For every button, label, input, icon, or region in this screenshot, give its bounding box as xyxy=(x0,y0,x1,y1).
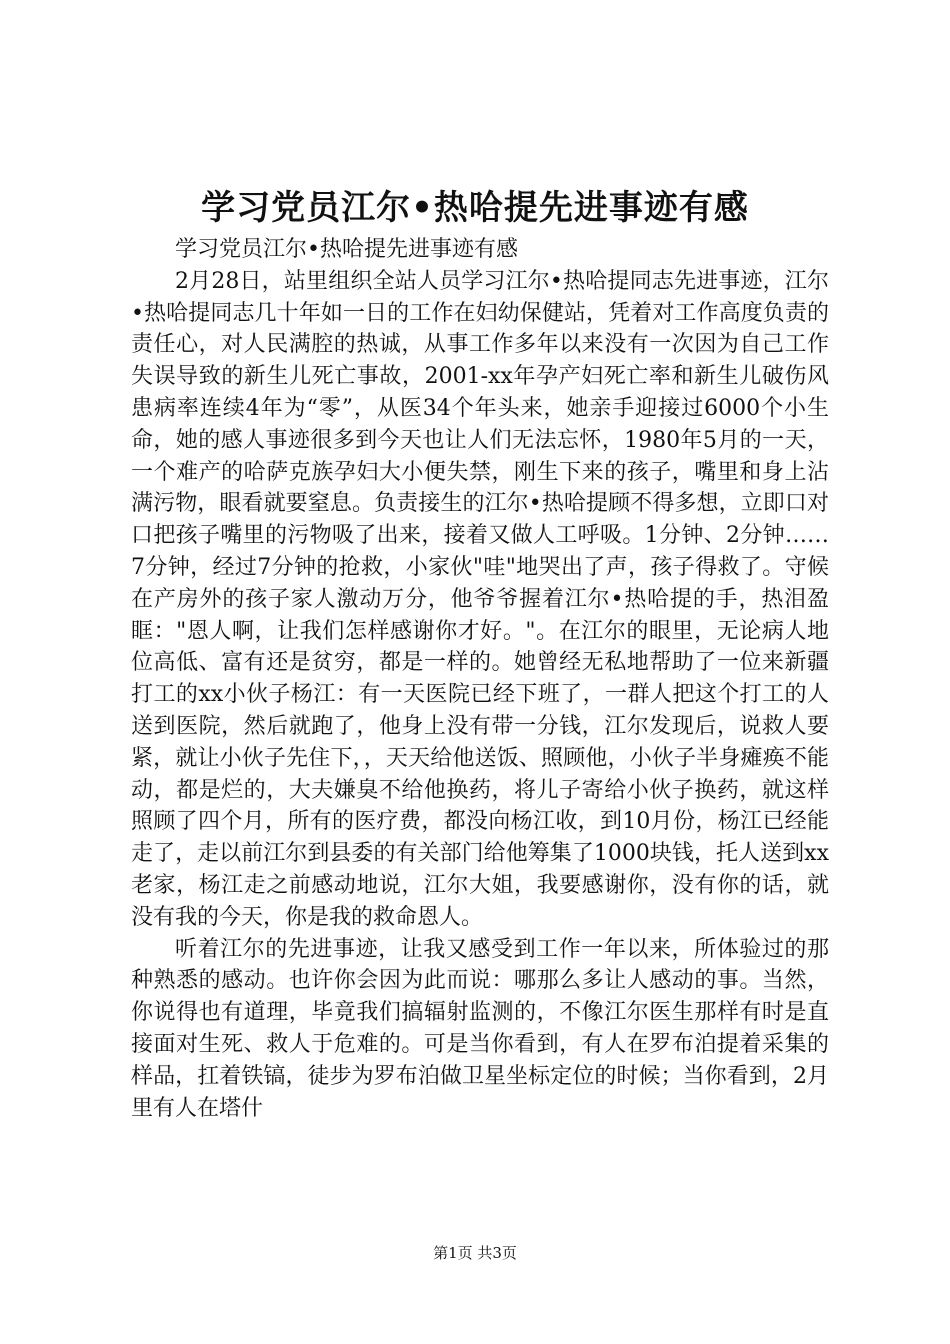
body-paragraph: 听着江尔的先进事迹，让我又感受到工作一年以来，所体验过的那种熟悉的感动。也许你会因为此而说：哪那么多让人感动的事。当然，你说得也有道理，毕竟我们搞辐射监测的，不像江尔医生那样有时是直接面对生死、救人于危难的。可是当你看到，有人在罗布泊提着采集的样品，扛着铁镐，徒步为罗布泊做卫星坐标定位的时候；当你看到，2月里有人在塔什 xyxy=(131,936,829,1121)
body-paragraph: 学习党员江尔•热哈提先进事迹有感 xyxy=(175,237,518,262)
body-paragraph: 2月28日，站里组织全站人员学习江尔•热哈提同志先进事迹，江尔•热哈提同志几十年如一日的工作在妇幼保健站，凭着对工作高度负责的责任心，对人民满腔的热诚，从事工作多年以来没有一次因为自己工作失误导致的新生儿死亡事故，2001-xx年孕产妇死亡率和新生儿破伤风患病率连续4年为“零”，从医34个年头来，她亲手迎接过6000个小生命，她的感人事迹很多到今天也让人们无法忘怀，1980年5月的一天，一个难产的哈萨克族孕妇大小便失禁，刚生下来的孩子，嘴里和身上沾满污物，眼看就要窒息。负责接生的江尔•热哈提顾不得多想，立即口对口把孩子嘴里的污物吸了出来，接着又做人工呼吸。1分钟、2分钟……7分钟，经过7分钟的抢救，小家伙"哇"地哭出了声，孩子得救了。守候在产房外的孩子家人激动万分，他爷爷握着江尔•热哈提的手，热泪盈眶："恩人啊，让我们怎样感谢你才好。"。在江尔的眼里，无论病人地位高低、富有还是贫穷，都是一样的。她曾经无私地帮助了一位来新疆打工的xx小伙子杨江：有一天医院已经下班了，一群人把这个打工的人送到医院，然后就跑了，他身上没有带一分钱，江尔发现后，说救人要紧，就让小伙子先住下，，天天给他送饭、照顾他，小伙子半身瘫痪不能动，都是烂的，大夫嫌臭不给他换药，将儿子寄给小伙子换药，就这样照顾了四个月，所有的医疗费，都没向杨江收，到10月份，杨江已经能走了，走以前江尔到县委的有关部门给他筹集了1000块钱，托人送到xx老家，杨江走之前感动地说，江尔大姐，我要感谢你，没有你的话，就没有我的今天，你是我的救命恩人。 xyxy=(131,268,829,930)
page-number-footer: 第1页 共3页 xyxy=(433,1244,517,1262)
document-title: 学习党员江尔•热哈提先进事迹有感 xyxy=(201,188,749,228)
document-body xyxy=(131,234,829,1124)
